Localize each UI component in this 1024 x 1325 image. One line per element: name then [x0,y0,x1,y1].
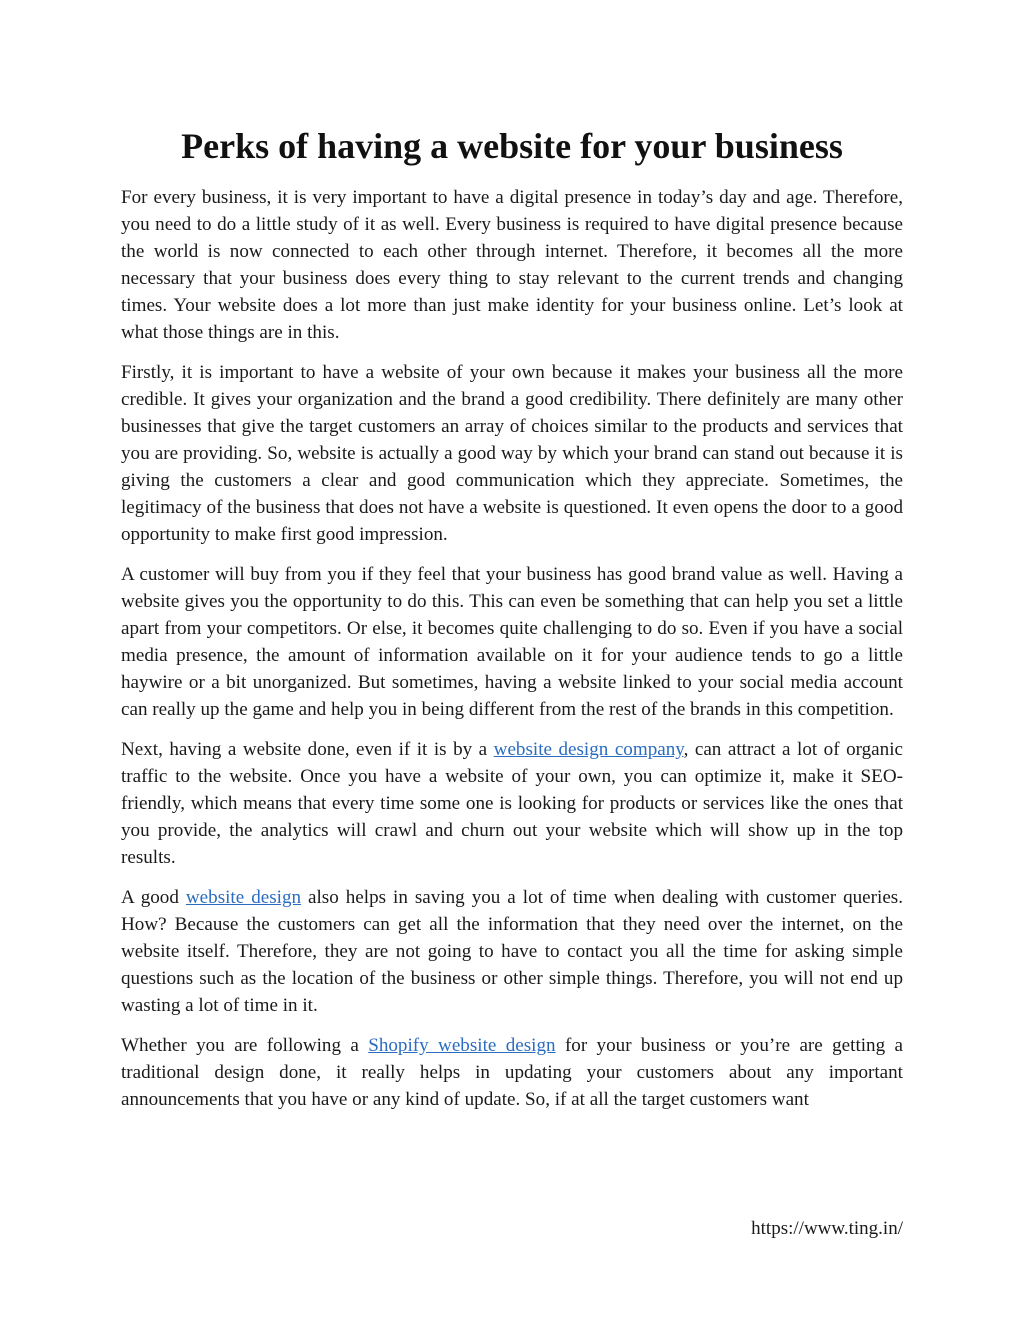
paragraph-brand-value: A customer will buy from you if they feel that your business has good brand value as well. Having a website gives you the opportunity to do this. This can even be something that can help you set a little apart from your competitors. Or else, it becomes quite challenging to do so. Even if you have a social media presence, the amount of information available on it for your audience tends to go a little haywire or a bit unorganized. But sometimes, having a website linked to your social media account can really up the game and help you in being different from the rest of the brands in this competition. [121,564,903,720]
website-design-company-link[interactable]: website design company [493,739,684,760]
paragraph-text: , can attract a lot of organic traffic to the website. Once you have a website of your own, you can optimize it, make it SEO-friendly, which means that every time some one is looking for products or services like the ones that you provide, the analytics will crawl and churn out your website which will show up in the top results. [121,739,903,868]
paragraph-shopify [121,1032,903,1113]
paragraph-text: Whether you are following a [121,1035,369,1056]
paragraph-saving-time [121,884,903,1019]
paragraph-intro: For every business, it is very important to have a digital presence in today’s day and age. Therefore, you need to do a little study of it as well. Every business is required to have digital presence because the world is now connected to each other through internet. Therefore, it becomes all the more necessary that your business does every thing to stay relevant to the current trends and changing times. Your website does a lot more than just make identity for your business online. Let’s look at what those things are in this. [121,187,903,343]
paragraph-organic-traffic [121,736,903,871]
document-title: Perks of having a website for your business [181,126,843,166]
footer-url: https://www.ting.in/ [751,1218,903,1239]
paragraph-text: also helps in saving you a lot of time when dealing with customer queries. How? Because the customers can get all the information that they need over the internet, on the website itself. Therefore, they are not going to have to contact you all the time for asking simple questions such as the location of the business or other simple things. Therefore, you will not end up wasting a lot of time in it. [121,887,903,1016]
paragraph-text: for your business or you’re are getting a traditional design done, it really helps in updating your customers about any important announcements that you have or any kind of update. So, if at all the target customers want [121,1035,903,1110]
shopify-website-design-link[interactable]: Shopify website design [368,1035,556,1056]
paragraph-text: A good [121,887,186,908]
website-design-link[interactable]: website design [185,887,302,908]
paragraph-credibility: Firstly, it is important to have a website of your own because it makes your business all the more credible. It gives your organization and the brand a good credibility. There definitely are many other businesses that give the target customers an array of choices similar to the products and services that you are providing. So, website is actually a good way by which your brand can stand out because it is giving the customers a clear and good communication which they appreciate. Sometimes, the legitimacy of the business that does not have a website is questioned. It even opens the door to a good opportunity to make first good impression. [121,362,903,545]
paragraph-text: Next, having a website done, even if it is by a [121,739,494,760]
document-body [121,184,903,1126]
